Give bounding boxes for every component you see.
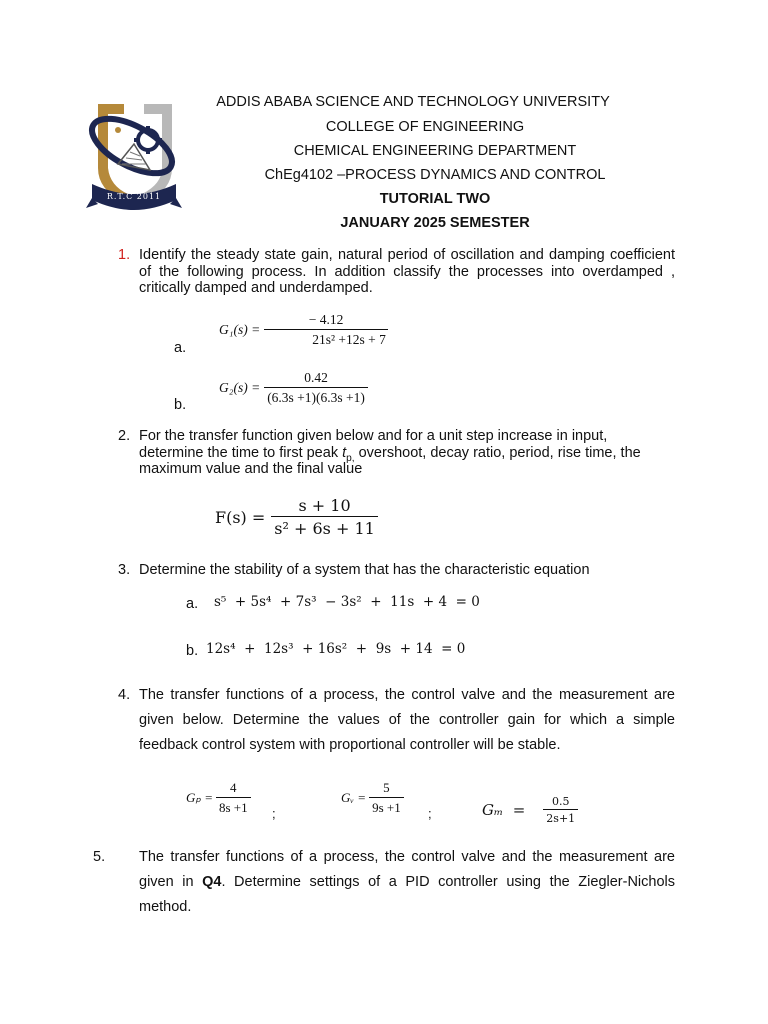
q2-line2-part2: overshoot, decay ratio, period, rise time, the	[354, 444, 641, 461]
q1a-numerator: − 4.12	[308, 312, 344, 327]
q3b-equation: 12s⁴ + 12s³ + 16s² + 9s + 14 = 0	[206, 641, 466, 657]
q2-number: 2.	[118, 428, 131, 444]
q3-text: Determine the stability of a system that has the characteristic equation	[139, 562, 590, 578]
q1b-fraction	[264, 370, 368, 406]
q1-text: Identify the steady state gain, natural period of oscillation and damping coefficient of the following process. In addition classify the processes into overdamped , critically damped and underdamped.	[139, 247, 675, 296]
q2-line1: For the transfer function given below and for a unit step increase in input,	[139, 428, 608, 444]
q4-gv-fraction	[369, 780, 404, 816]
q2-tp-symbol: t	[342, 444, 347, 461]
q1b-numerator: 0.42	[304, 370, 328, 385]
q2-lhs: F(s) =	[215, 507, 266, 527]
course-title: ChEg4102 –PROCESS DYNAMICS AND CONTROL	[264, 167, 606, 183]
q4-gp-equation	[186, 780, 251, 816]
q4-gv-lhs: Gᵥ =	[341, 790, 367, 805]
q4-gp-numerator: 4	[230, 780, 237, 795]
q5-text-part1: The transfer functions of a process, the control valve and the measurement are given in	[139, 849, 675, 890]
q1a-denominator: 21s² +12s + 7	[264, 329, 388, 348]
q2-denominator: s² + 6s + 11	[271, 516, 378, 538]
q4-gp-denominator: 8s +1	[216, 797, 251, 816]
q2-equation	[215, 496, 378, 538]
q2-text	[139, 428, 679, 478]
q4-separator-1: ;	[272, 806, 276, 821]
q2-numerator: s + 10	[298, 496, 351, 515]
q1a-fraction	[264, 312, 388, 348]
university-name: ADDIS ABABA SCIENCE AND TECHNOLOGY UNIVERSITY	[216, 94, 610, 110]
q3a-label: a.	[186, 596, 199, 612]
q1a-lhs: G₁(s) =	[219, 322, 261, 337]
q4-separator-2: ;	[428, 806, 432, 821]
college-name: COLLEGE OF ENGINEERING	[325, 119, 525, 135]
q1b-denominator: (6.3s +1)(6.3s +1)	[264, 387, 368, 406]
q2-tp-subscript: p,	[346, 452, 355, 464]
q4-gv-denominator: 9s +1	[369, 797, 404, 816]
q5-text-part2: . Determine settings of a PID controller using the Ziegler-Nichols method.	[139, 874, 675, 915]
q1a-equation	[219, 312, 388, 348]
q1a-label: a.	[174, 340, 187, 356]
q5-number: 5.	[93, 849, 106, 865]
q2-fraction	[271, 496, 378, 538]
q4-gm-numerator: 0.5	[551, 795, 570, 808]
q1b-equation	[219, 370, 368, 406]
q3-number: 3.	[118, 562, 131, 578]
q4-gp-fraction	[216, 780, 251, 816]
q2-line2	[139, 445, 679, 462]
q1-number: 1.	[118, 247, 131, 263]
university-logo	[84, 98, 184, 216]
q4-gm-denominator: 2s+1	[543, 809, 578, 825]
logo-banner-text: R.T.C 2011	[106, 192, 162, 201]
q3a-equation: s⁵ + 5s⁴ + 7s³ − 3s² + 11s + 4 = 0	[214, 594, 480, 610]
q3b-label: b.	[186, 643, 199, 659]
department-name: CHEMICAL ENGINEERING DEPARTMENT	[293, 143, 577, 159]
q1b-lhs: G₂(s) =	[219, 380, 261, 395]
q4-gm-fraction	[543, 795, 578, 825]
q4-gm-equation	[482, 795, 578, 825]
q4-gp-lhs: Gₚ =	[186, 790, 213, 805]
q5-question-reference: Q4	[202, 874, 222, 890]
semester-title: JANUARY 2025 SEMESTER	[340, 215, 530, 231]
q2-line2-part1: determine the time to first peak	[139, 444, 343, 461]
q4-text: The transfer functions of a process, the control valve and the measurement are given below. Determine the values of the controller gain for which a simple feedback control system with proportional controller will be stable.	[139, 687, 675, 753]
q5-text	[139, 845, 675, 920]
q4-gv-equation	[341, 780, 404, 816]
q2-line3: maximum value and the final value	[139, 461, 363, 477]
q4-gv-numerator: 5	[383, 780, 390, 795]
q1b-label: b.	[174, 397, 187, 413]
tutorial-title: TUTORIAL TWO	[379, 191, 491, 207]
q4-number: 4.	[118, 687, 131, 703]
q4-gm-lhs: Gₘ =	[482, 801, 526, 819]
